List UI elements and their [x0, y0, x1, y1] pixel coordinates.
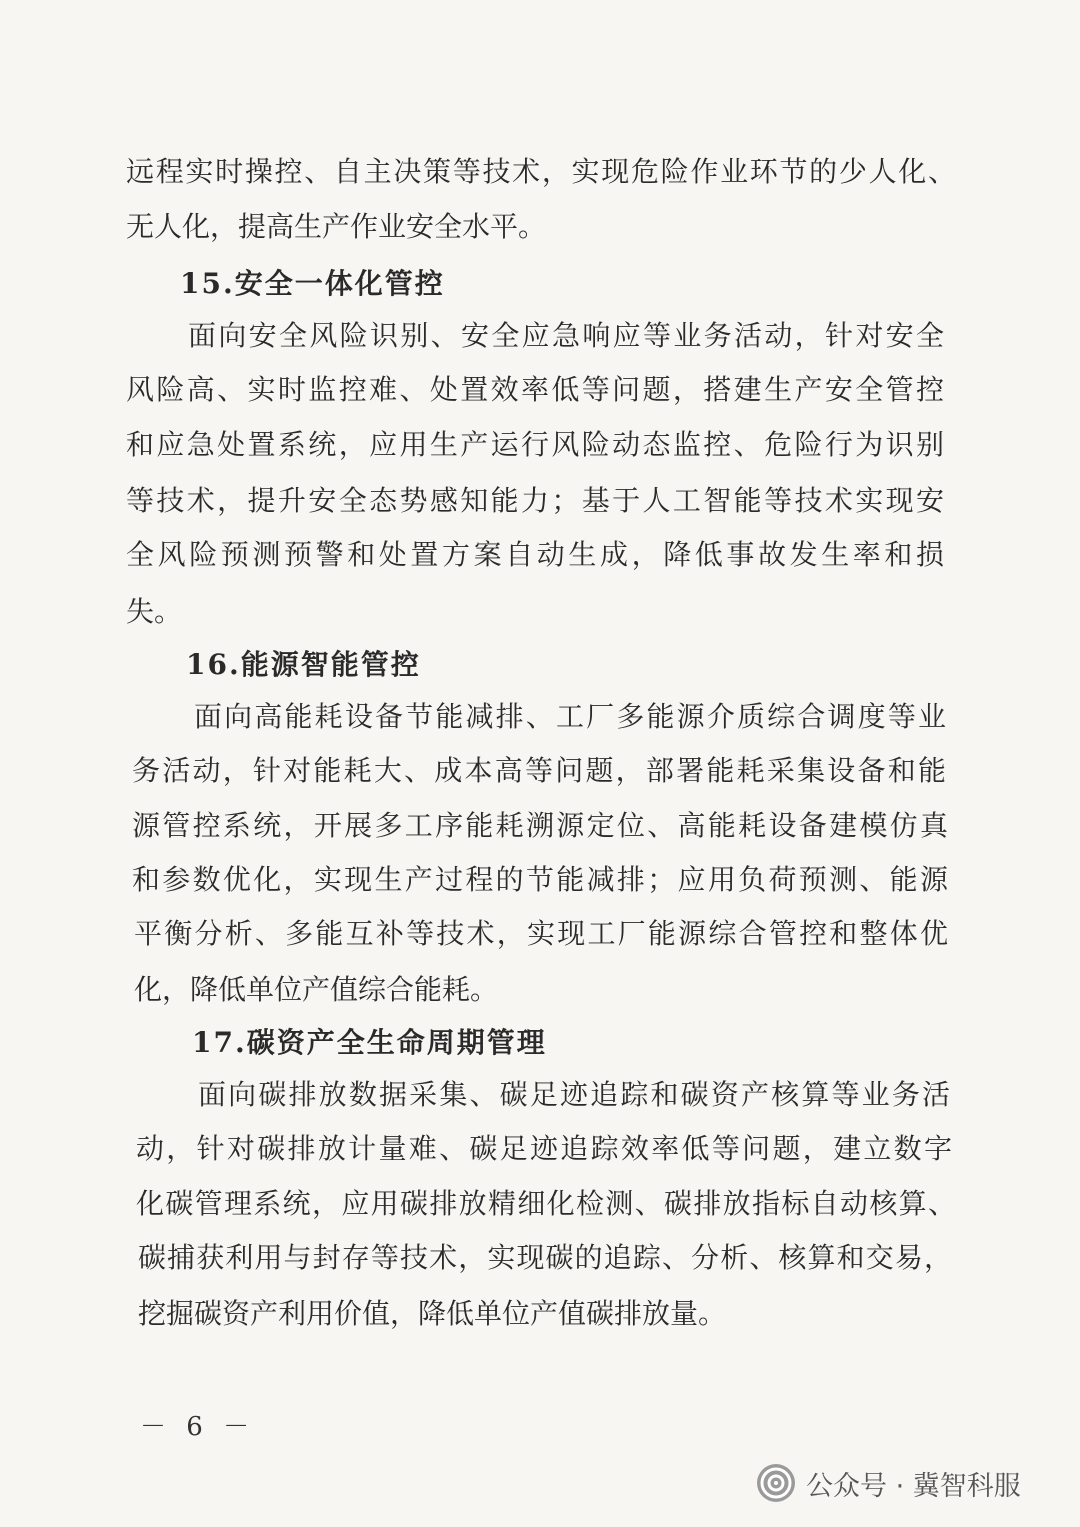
- paragraph-line: 面向安全风险识别、安全应急响应等业务活动，针对安全: [188, 319, 944, 352]
- page-number: － 6 －: [140, 1412, 256, 1442]
- paragraph-line: 失。: [126, 595, 183, 628]
- paragraph-line: 碳捕获利用与封存等技术，实现碳的追踪、分析、核算和交易，: [138, 1241, 952, 1274]
- paragraph-line: 无人化，提高生产作业安全水平。: [126, 210, 547, 243]
- paragraph-line: 等技术，提升安全态势感知能力；基于人工智能等技术实现安: [126, 484, 944, 517]
- paragraph-line: 和参数优化，实现生产过程的节能减排；应用负荷预测、能源: [132, 863, 948, 896]
- wechat-official-account-icon: [756, 1463, 796, 1503]
- paragraph-line: 化碳管理系统，应用碳排放精细化检测、碳排放指标自动核算、: [136, 1187, 956, 1220]
- watermark-text: 公众号 · 冀智科服: [806, 1470, 1021, 1502]
- paragraph-line: 面向碳排放数据采集、碳足迹追踪和碳资产核算等业务活: [198, 1078, 950, 1111]
- section-heading-15: 15.安全一体化管控: [180, 267, 445, 300]
- watermark: [756, 1458, 1021, 1508]
- paragraph-line: 源管控系统，开展多工序能耗溯源定位、高能耗设备建模仿真: [132, 809, 948, 842]
- section-heading-16: 16.能源智能管控: [186, 648, 421, 681]
- paragraph-line: 动，针对碳排放计量难、碳足迹追踪效率低等问题，建立数字: [136, 1132, 952, 1165]
- paragraph-line: 面向高能耗设备节能减排、工厂多能源介质综合调度等业: [194, 700, 946, 733]
- paragraph-line: 挖掘碳资产利用价值，降低单位产值碳排放量。: [138, 1297, 727, 1330]
- paragraph-line: 平衡分析、多能互补等技术，实现工厂能源综合管控和整体优: [134, 917, 948, 950]
- paragraph-line: 全风险预测预警和处置方案自动生成，降低事故发生率和损: [126, 538, 944, 571]
- paragraph-line: 和应急处置系统，应用生产运行风险动态监控、危险行为识别: [126, 428, 944, 461]
- section-heading-17: 17.碳资产全生命周期管理: [192, 1026, 547, 1059]
- paragraph-line: 风险高、实时监控难、处置效率低等问题，搭建生产安全管控: [126, 373, 944, 406]
- paragraph-line: 化，降低单位产值综合能耗。: [134, 973, 499, 1006]
- paragraph-line: 远程实时操控、自主决策等技术，实现危险作业环节的少人化、: [126, 155, 956, 188]
- paragraph-line: 务活动，针对能耗大、成本高等问题，部署能耗采集设备和能: [132, 754, 946, 787]
